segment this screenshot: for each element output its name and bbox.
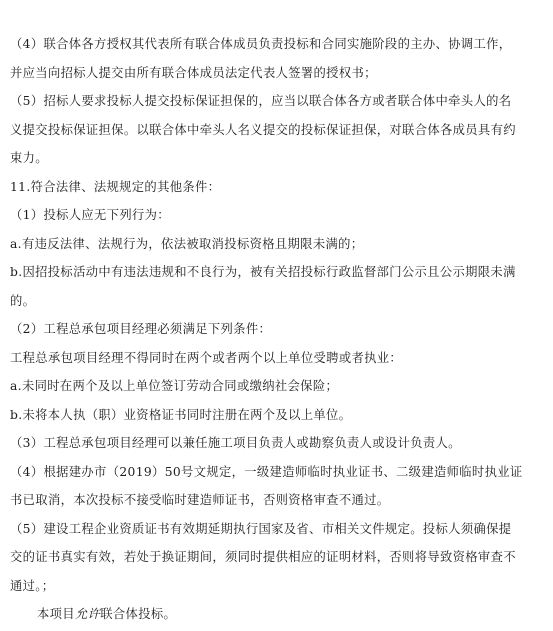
paragraph-line: （2）工程总承包项目经理必须满足下列条件： [10,322,272,336]
paragraph-line: 工程总承包项目经理不得同时在两个或者两个以上单位受聘或者执业： [10,351,403,365]
final-statement-prefix: 本项目 [37,607,75,621]
paragraph-line: 并应当向招标人提交由所有联合体成员法定代表人签署的授权书； [10,66,377,80]
paragraph-line: 交的证书真实有效，若处于换证期间，须同时提供相应的证明材料，否则将导致资格审查不 [10,550,516,564]
paragraph-line: （5）招标人要求投标人提交投标保证担保的，应当以联合体各方或者联合体中牵头人的名 [10,94,512,108]
paragraph-line: 通过。； [10,579,55,593]
paragraph-line: b.因招投标活动中有违法违规和不良行为，被有关招投标行政监督部门公示且公示期限未满 [10,265,516,279]
final-statement-suffix: 联合体投标。 [100,607,177,621]
paragraph-line: b.未将本人执（职）业资格证书同时注册在两个及以上单位。 [10,408,352,422]
paragraph-line: （3）工程总承包项目经理可以兼任施工项目负责人或勘察负责人或设计负责人。 [10,436,461,450]
paragraph-line: 的。 [10,294,36,308]
final-statement-emphasis: 允许 [74,607,101,621]
paragraph-line: a.未同时在两个及以上单位签订劳动合同或缴纳社会保险； [10,379,339,393]
paragraph-line: （5）建设工程企业资质证书有效期延期执行国家及省、市相关文件规定。投标人须确保提 [10,522,512,536]
paragraph-line: a.有违反法律、法规行为，依法被取消投标资格且期限未满的； [10,237,364,251]
paragraph-line: 书已取消，本次投标不接受临时建造师证书，否则资格审查不通过。 [10,493,390,507]
paragraph-line: （4）根据建办市（2019）50号文规定，一级建造师临时执业证书、二级建造师临时执业证 [10,465,523,479]
paragraph-line: 义提交投标保证担保。以联合体中牵头人名义提交的投标保证担保，对联合体各成员具有约 [10,123,516,137]
final-statement [37,606,176,622]
paragraph-line: 束力。 [10,151,48,165]
paragraph-line: 11.符合法律、法规规定的其他条件： [10,180,221,194]
paragraph-line: （1）投标人应无下列行为： [10,208,170,222]
paragraph-line: （4）联合体各方授权其代表所有联合体成员负责投标和合同实施阶段的主办、协调工作， [10,37,512,51]
